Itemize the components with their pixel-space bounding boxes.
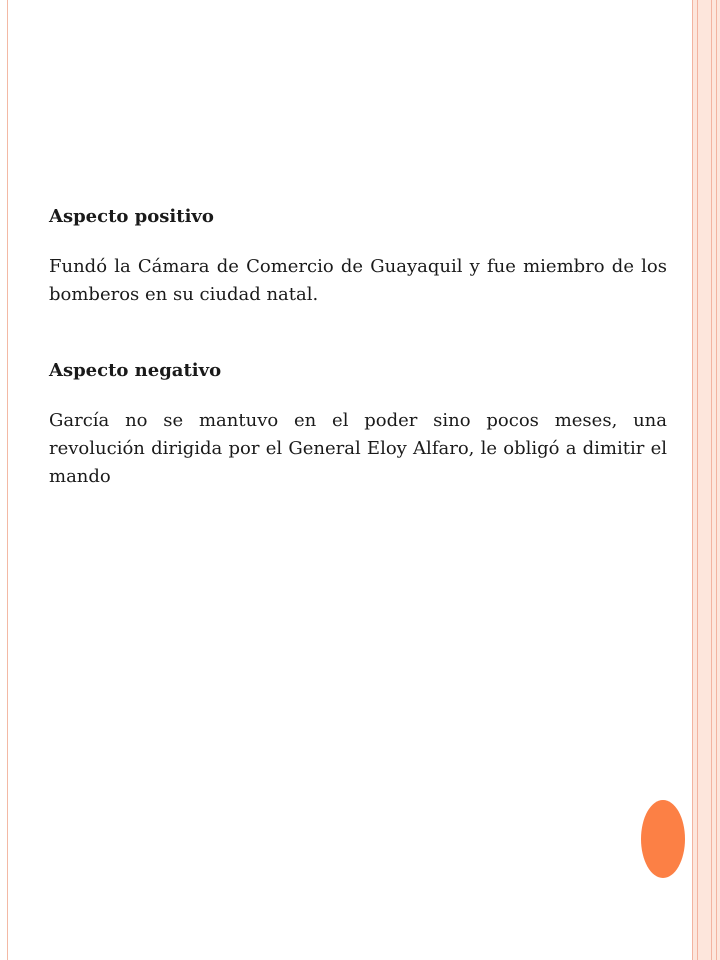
right-border-line-4 [716, 0, 717, 960]
right-border-line-3 [711, 0, 712, 960]
negative-heading: Aspecto negativo [49, 360, 222, 381]
left-border-line [7, 0, 8, 960]
right-border-line-2 [697, 0, 698, 960]
positive-heading: Aspecto positivo [49, 206, 214, 227]
right-border-line-1 [692, 0, 693, 960]
positive-body: Fundó la Cámara de Comercio de Guayaquil y fue miembro de los bomberos en su ciudad natal. [49, 256, 667, 305]
negative-body: García no se mantuvo en el poder sino pocos meses, una revolución dirigida por el General Eloy Alfaro, le obligó a dimitir el mando [49, 410, 667, 487]
slide-content [49, 203, 667, 491]
accent-oval [641, 800, 685, 878]
